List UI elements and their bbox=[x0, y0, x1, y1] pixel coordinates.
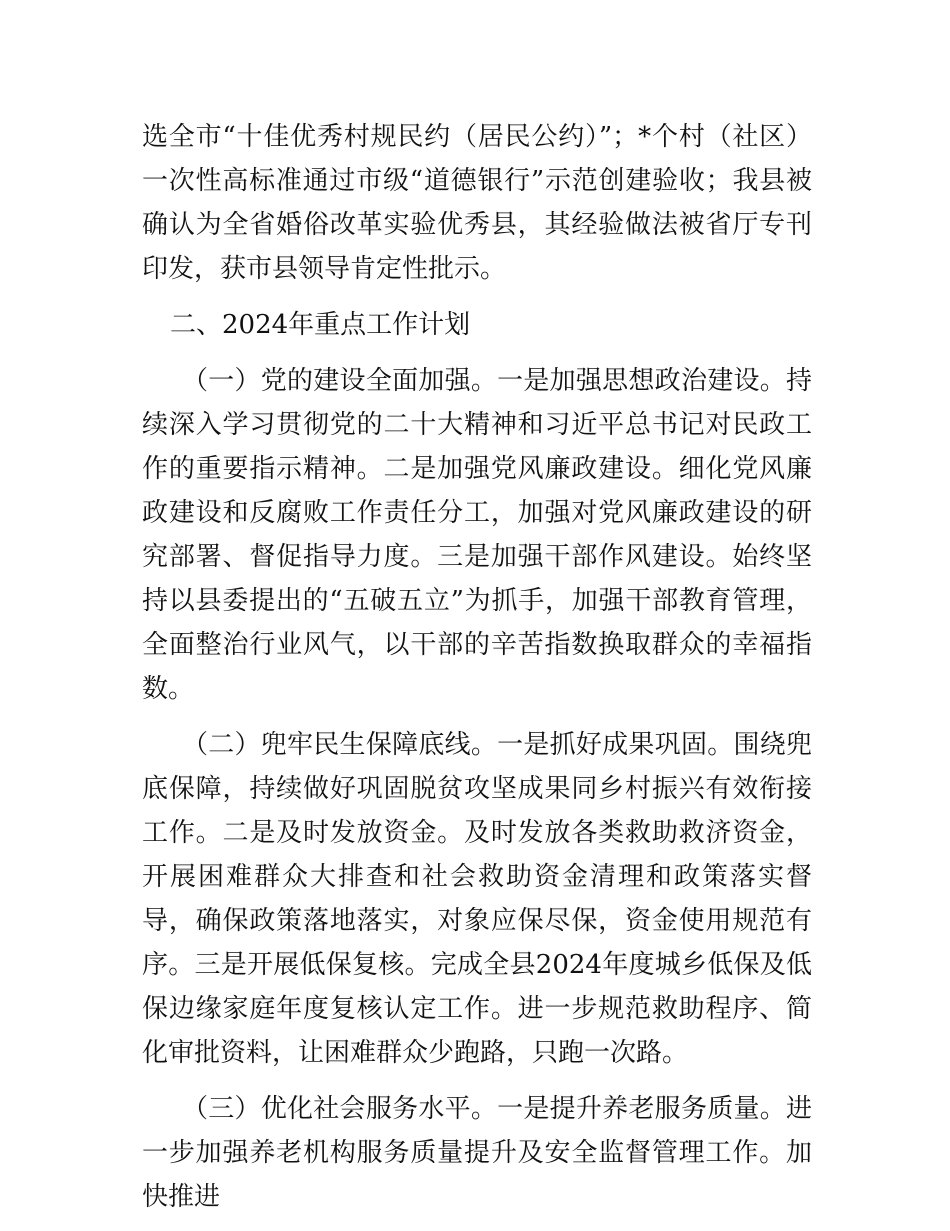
section-heading: 二、2024年重点工作计划 bbox=[170, 310, 471, 340]
paragraph-social-services: （三）优化社会服务水平。一是提升养老服务质量。进一步加强养老机构服务质量提升及安全监督管理工作。加快推进 bbox=[142, 1094, 812, 1212]
paragraph-continuation: 选全市“十佳优秀村规民约（居民公约）”；*个村（社区）一次性高标准通过市级“道德银行”示范创建验收；我县被确认为全省婚俗改革实验优秀县，其经验做法被省厅专刊印发，获市县领导肯定性批示。 bbox=[142, 122, 812, 284]
paragraph-party-building: （一）党的建设全面加强。一是加强思想政治建设。持续深入学习贯彻党的二十大精神和习近平总书记对民政工作的重要指示精神。二是加强党风廉政建设。细化党风廉政建设和反腐败工作责任分工，加强对党风廉政建设的研究部署、督促指导力度。三是加强干部作风建设。始终坚持以县委提出的“五破五立”为抓手，加强干部教育管理，全面整治行业风气，以干部的辛苦指数换取群众的幸福指数。 bbox=[142, 366, 812, 704]
document-body bbox=[142, 115, 812, 1231]
paragraph-livelihood-security: （二）兜牢民生保障底线。一是抓好成果巩固。围绕兜底保障，持续做好巩固脱贫攻坚成果同乡村振兴有效衔接工作。二是及时发放资金。及时发放各类救助救济资金，开展困难群众大排查和社会救助资金清理和政策落实督导，确保政策落地落实，对象应保尽保，资金使用规范有序。三是开展低保复核。完成全县2024年度城乡低保及低保边缘家庭年度复核认定工作。进一步规范救助程序、简化审批资料，让困难群众少跑路，只跑一次路。 bbox=[142, 730, 812, 1068]
